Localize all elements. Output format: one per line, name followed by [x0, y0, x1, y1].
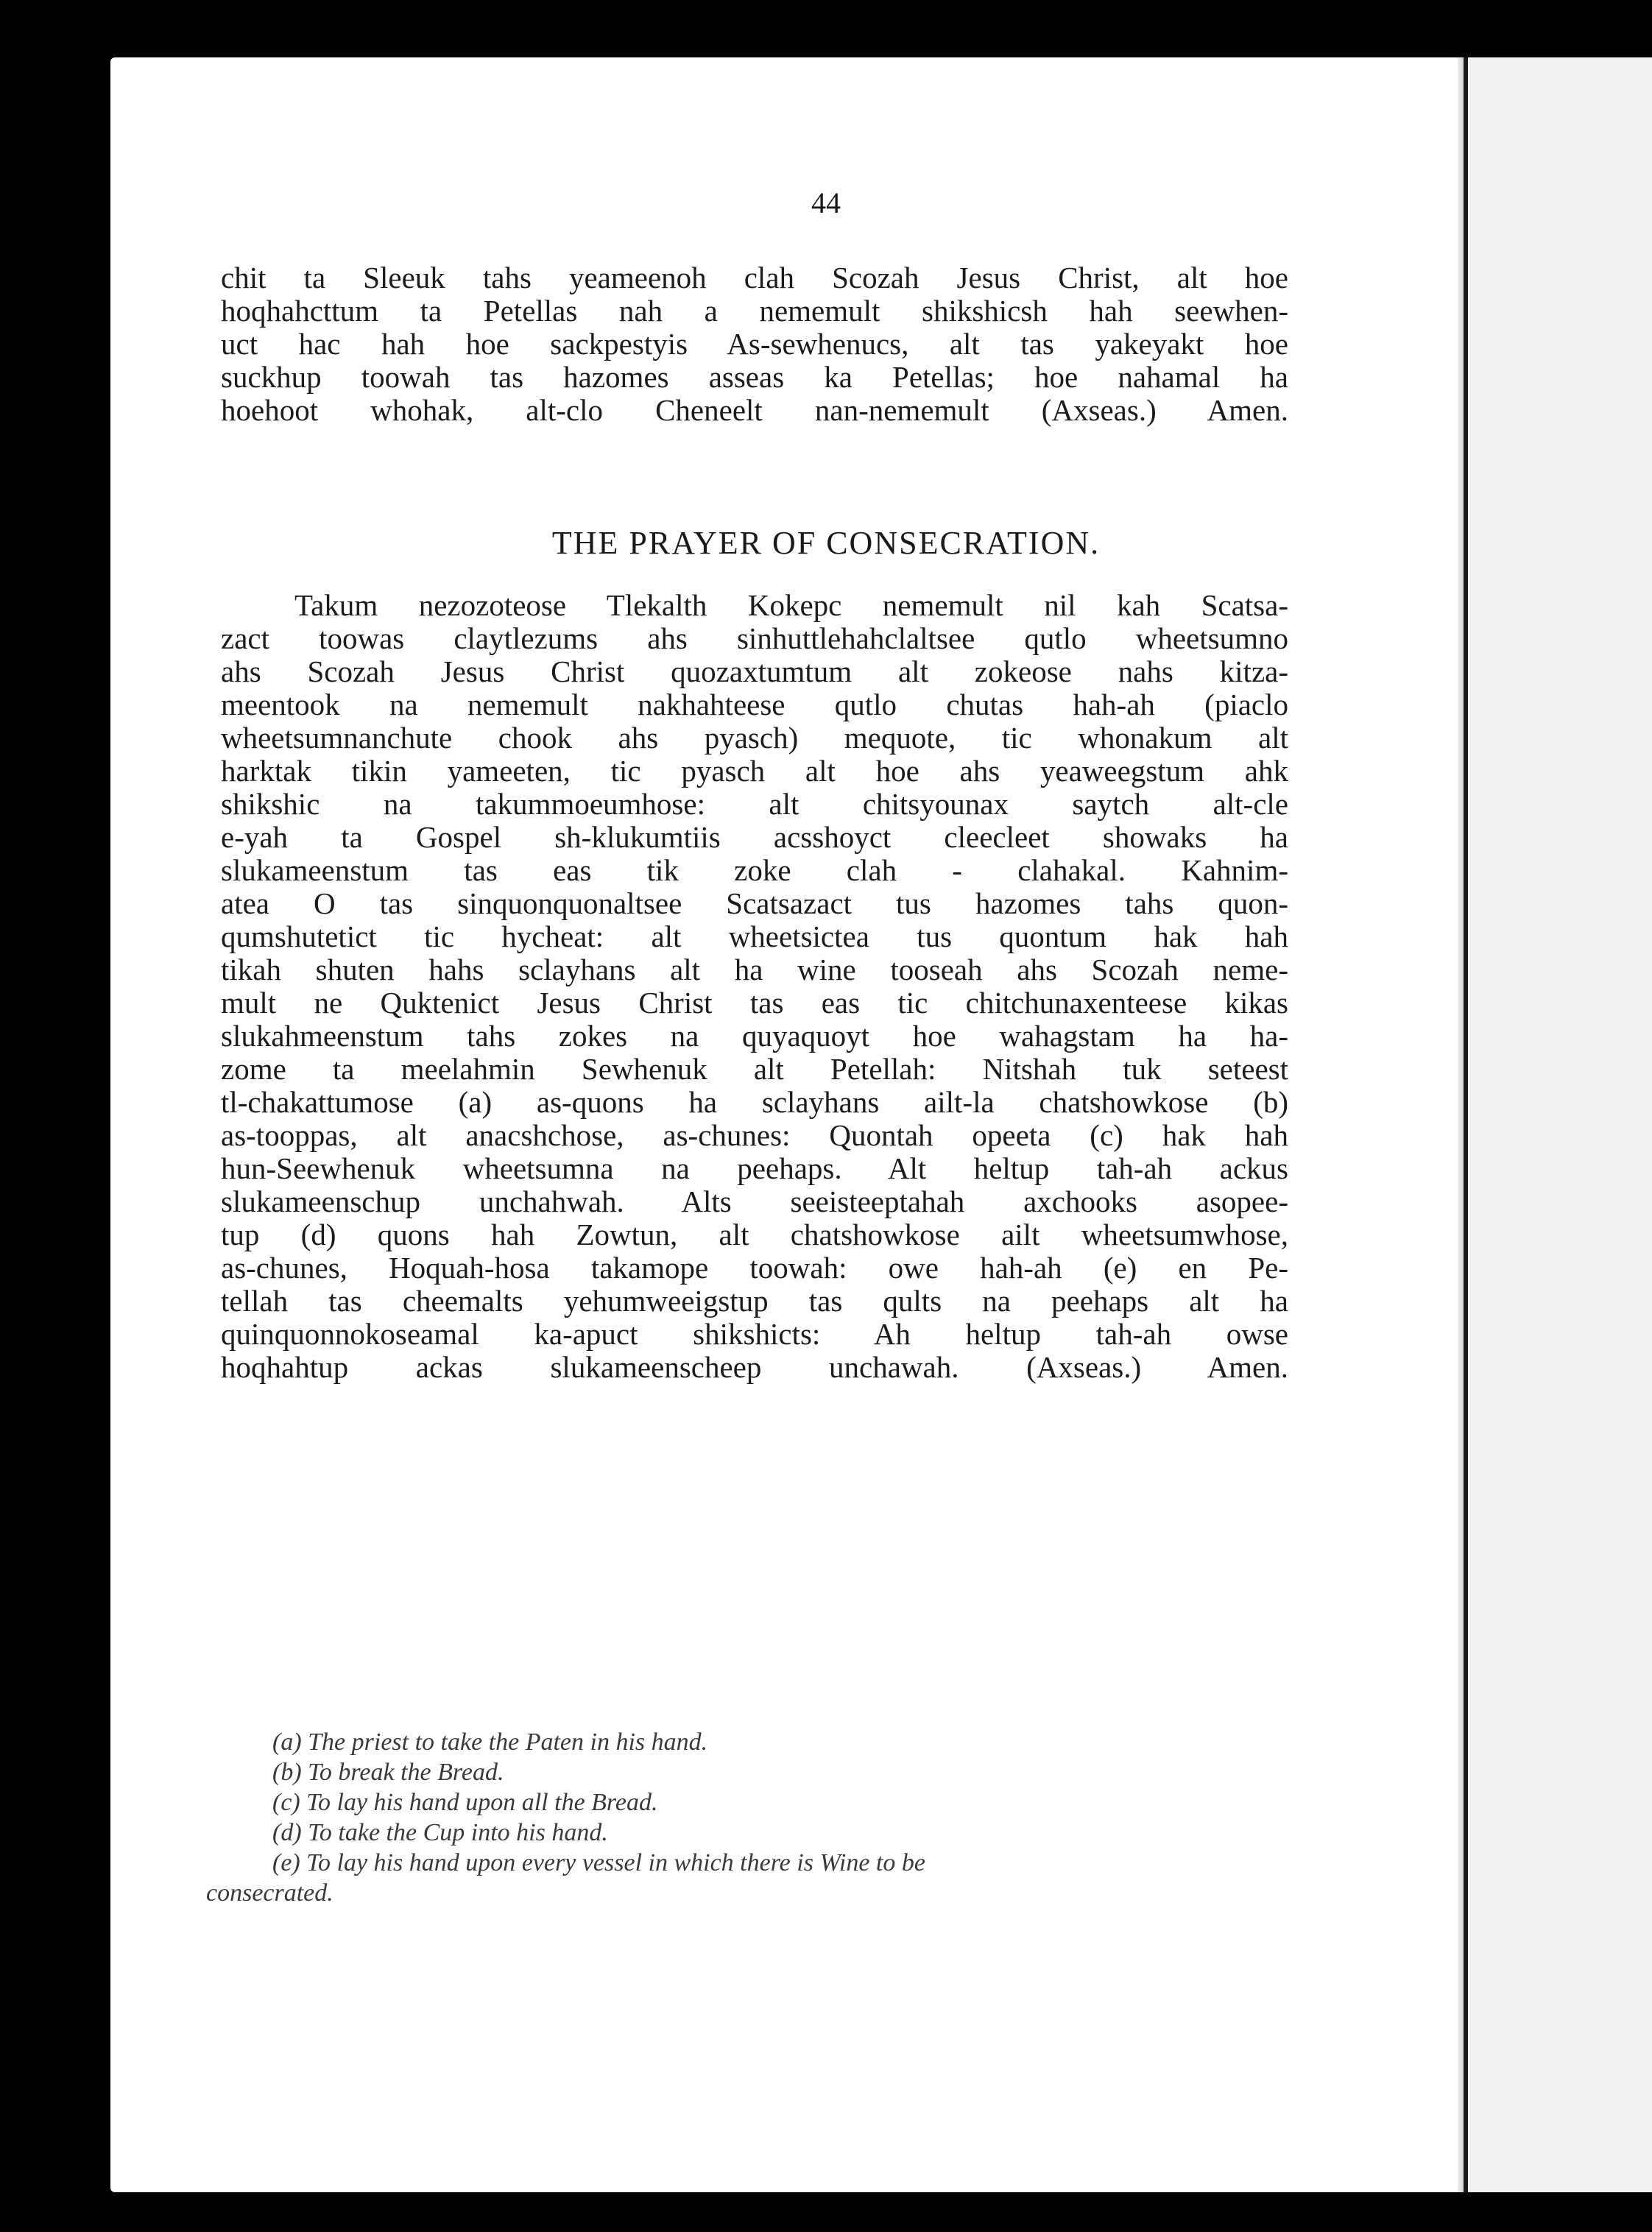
- text-line: zome ta meelahmin Sewhenuk alt Petellah: Nitshah tuk seteest: [221, 1052, 1288, 1086]
- text-line: as-chunes, Hoquah-hosa takamope toowah: owe hah-ah (e) en Pe-: [221, 1251, 1288, 1285]
- adjacent-page-edge: [1468, 57, 1652, 2192]
- text-line: shikshic na takummoeumhose: alt chitsyounax saytch alt-cle: [221, 787, 1288, 821]
- footnote: (d) To take the Cup into his hand.: [272, 1819, 608, 1846]
- text-line: slukameenstum tas eas tik zoke clah - clahakal. Kahnim-: [221, 853, 1288, 887]
- footnote: (b) To break the Bread.: [272, 1759, 504, 1786]
- page-number: 44: [811, 186, 841, 219]
- text-line: zact toowas claytlezums ahs sinhuttlehahclaltsee qutlo wheetsumno: [221, 621, 1288, 655]
- text-line: hoehoot whohak, alt-clo Cheneelt nan-nememult (Axseas.) Amen.: [221, 393, 1288, 427]
- text-line: ahs Scozah Jesus Christ quozaxtumtum alt zokeose nahs kitza-: [221, 654, 1288, 688]
- text-line: atea O tas sinquonquonaltsee Scatsazact tus hazomes tahs quon-: [221, 886, 1288, 920]
- footnote: (c) To lay his hand upon all the Bread.: [272, 1789, 658, 1816]
- paragraph-1: [221, 261, 1288, 427]
- text-line: suckhup toowah tas hazomes asseas ka Petellas; hoe nahamal ha: [221, 360, 1288, 394]
- text-line: qumshutetict tic hycheat: alt wheetsictea tus quontum hak hah: [221, 919, 1288, 953]
- text-line: slukameenschup unchahwah. Alts seeisteeptahah axchooks asopee-: [221, 1184, 1288, 1218]
- text-line: tl-chakattumose (a) as-quons ha sclayhans ailt-la chatshowkose (b): [221, 1085, 1288, 1119]
- text-line: e-yah ta Gospel sh-klukumtiis acsshoyct cleecleet showaks ha: [221, 820, 1288, 854]
- text-line: Takum nezozoteose Tlekalth Kokepc nememult nil kah Scatsa-: [294, 588, 1288, 622]
- text-line: quinquonnokoseamal ka-apuct shikshicts: Ah heltup tah-ah owse: [221, 1317, 1288, 1351]
- text-line: tellah tas cheemalts yehumweeigstup tas qults na peehaps alt ha: [221, 1284, 1288, 1318]
- text-line: chit ta Sleeuk tahs yeameenoh clah Scozah Jesus Christ, alt hoe: [221, 261, 1288, 294]
- text-line: slukahmeenstum tahs zokes na quyaquoyt hoe wahagstam ha ha-: [221, 1019, 1288, 1053]
- text-line: hun-Seewhenuk wheetsumna na peehaps. Alt heltup tah-ah ackus: [221, 1151, 1288, 1185]
- text-line: wheetsumnanchute chook ahs pyasch) mequote, tic whonakum alt: [221, 721, 1288, 755]
- section-heading: THE PRAYER OF CONSECRATION.: [551, 525, 1101, 561]
- text-line: hoqhahtup ackas slukameenscheep unchawah. (Axseas.) Amen.: [221, 1350, 1288, 1384]
- text-line: uct hac hah hoe sackpestyis As-sewhenucs, alt tas yakeyakt hoe: [221, 327, 1288, 361]
- paragraph-2: [221, 589, 1288, 1384]
- text-line: tup (d) quons hah Zowtun, alt chatshowkose ailt wheetsumwhose,: [221, 1218, 1288, 1251]
- text-line: tikah shuten hahs sclayhans alt ha wine tooseah ahs Scozah neme-: [221, 953, 1288, 986]
- text-line: as-tooppas, alt anacshchose, as-chunes: Quontah opeeta (c) hak hah: [221, 1118, 1288, 1152]
- page-fold-line: [1464, 57, 1468, 2192]
- footnote: consecrated.: [206, 1879, 333, 1907]
- footnote: (a) The priest to take the Paten in his hand.: [272, 1728, 708, 1756]
- footnote: (e) To lay his hand upon every vessel in which there is Wine to be: [272, 1849, 925, 1876]
- text-line: meentook na nememult nakhahteese qutlo chutas hah-ah (piaclo: [221, 688, 1288, 721]
- footnotes: [206, 1727, 1259, 1908]
- text-line: harktak tikin yameeten, tic pyasch alt hoe ahs yeaweegstum ahk: [221, 754, 1288, 788]
- text-line: hoqhahcttum ta Petellas nah a nememult shikshicsh hah seewhen-: [221, 294, 1288, 328]
- text-line: mult ne Quktenict Jesus Christ tas eas tic chitchunaxenteese kikas: [221, 986, 1288, 1020]
